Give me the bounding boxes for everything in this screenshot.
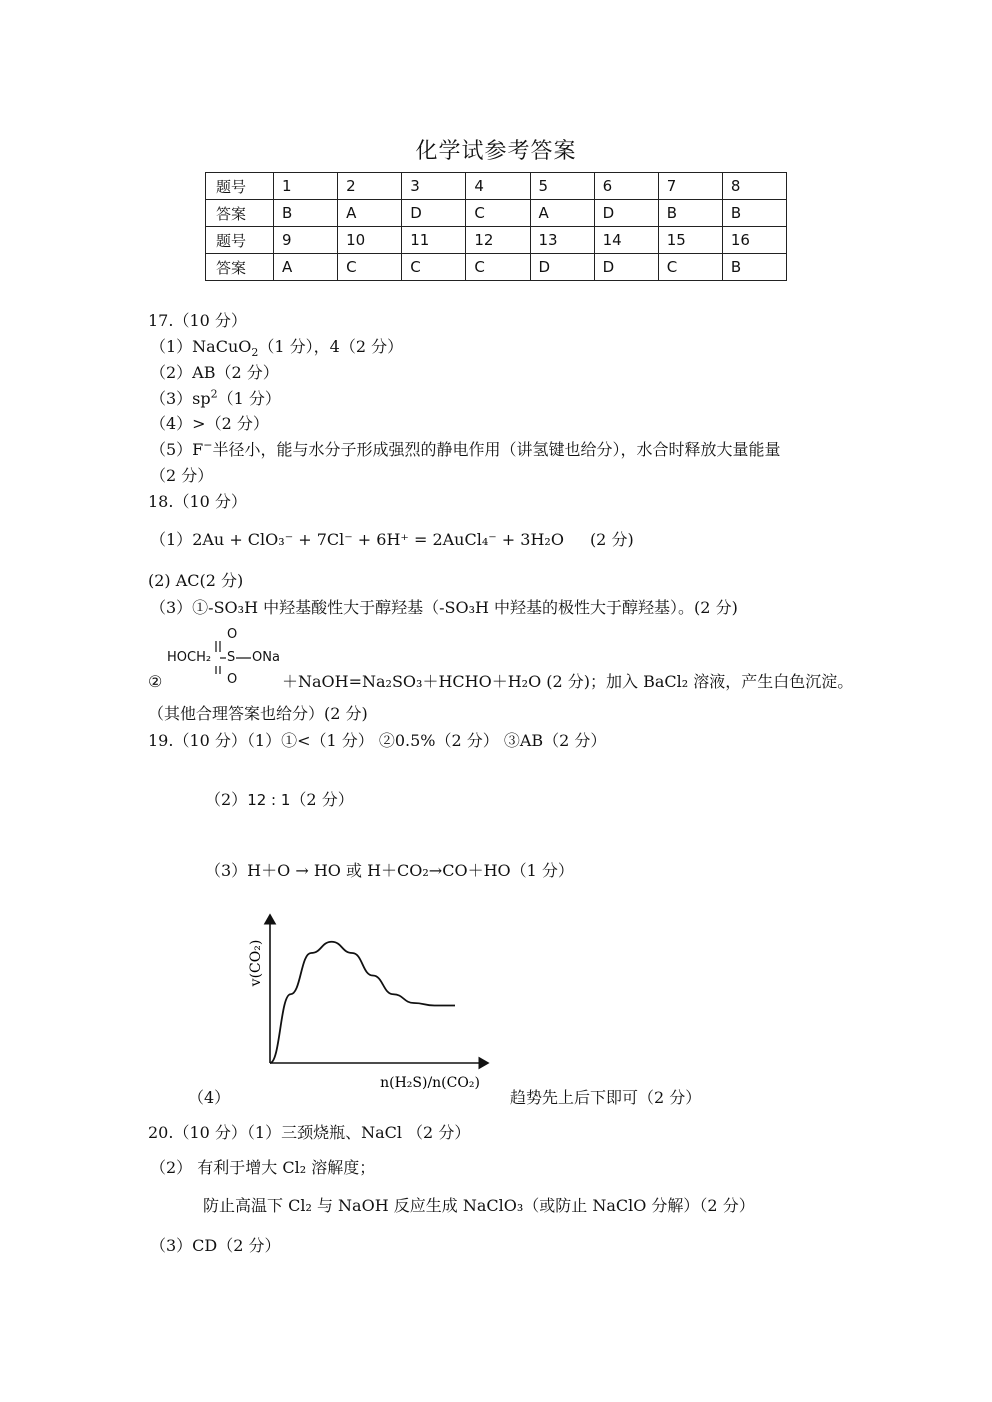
table-cell: 14 [594, 227, 658, 254]
q18-equation: 2Au + ClO₃⁻ + 7Cl⁻ + 6H⁺ = 2AuCl₄⁻ + 3H₂O [192, 530, 564, 549]
q19-line-2: （2）12 : 1（2 分） [205, 790, 354, 809]
q20-heading: 20.（10 分）（1）三颈烧瓶、NaCl （2 分） [148, 1123, 471, 1142]
q17-line-4: （4）>（2 分） [150, 414, 269, 433]
rate-chart [240, 905, 500, 1095]
table-cell: 6 [594, 173, 658, 200]
q17-line-2: （2）AB（2 分） [150, 363, 279, 382]
table-cell: B [658, 200, 722, 227]
answer-table-row [206, 227, 787, 254]
table-cell: 16 [722, 227, 786, 254]
q18-line-4: ＋NaOH=Na₂SO₃＋HCHO＋H₂O (2 分)；加入 BaCl₂ 溶液，产生白色沉淀。 [282, 672, 854, 691]
q17-line-5: （5）F−半径小，能与水分子形成强烈的静电作用（讲氢键也给分），水合时释放大量能量 [150, 438, 781, 459]
answer-table-row [206, 173, 787, 200]
y-axis-label: v(CO₂) [248, 939, 264, 987]
struct-o-top: O [227, 627, 238, 642]
table-cell: 15 [658, 227, 722, 254]
struct-o-bottom: O [227, 672, 238, 687]
table-cell: A [530, 200, 594, 227]
row-label: 答案 [206, 200, 274, 227]
q18-heading: 18.（10 分） [148, 492, 247, 511]
table-cell: B [274, 200, 338, 227]
table-cell: C [338, 254, 402, 281]
table-cell: 9 [274, 227, 338, 254]
table-cell: 7 [658, 173, 722, 200]
struct-left-group: HOCH₂ [167, 650, 212, 665]
q17-line-6: （2 分） [150, 466, 214, 485]
table-cell: 3 [402, 173, 466, 200]
q18-line-3: （3）①-SO₃H 中羟基酸性大于醇羟基（-SO₃H 中羟基的极性大于醇羟基）。(2 分) [150, 598, 738, 617]
table-cell: 2 [338, 173, 402, 200]
struct-right-group: ONa [252, 650, 280, 665]
q17-line-1: （1）NaCuO$_2$（1 分），4（2 分） [150, 337, 404, 360]
table-cell: D [530, 254, 594, 281]
table-cell: 5 [530, 173, 594, 200]
answer-table [205, 172, 787, 281]
table-cell: 12 [466, 227, 530, 254]
answer-table-row [206, 254, 787, 281]
table-cell: D [402, 200, 466, 227]
table-cell: C [466, 254, 530, 281]
table-cell: D [594, 200, 658, 227]
row-label: 答案 [206, 254, 274, 281]
page-title: 化学试参考答案 [415, 139, 577, 164]
series-line [270, 942, 455, 1063]
struct-bonds [160, 625, 260, 695]
table-cell: 10 [338, 227, 402, 254]
q18-line-5: （其他合理答案也给分）(2 分) [148, 704, 368, 723]
table-cell: 1 [274, 173, 338, 200]
table-cell: 11 [402, 227, 466, 254]
table-cell: 8 [722, 173, 786, 200]
table-cell: C [402, 254, 466, 281]
table-cell: A [338, 200, 402, 227]
table-cell: C [466, 200, 530, 227]
q19-line-4: （4） [188, 1088, 231, 1107]
q18-line-2: (2) AC(2 分) [148, 571, 244, 590]
table-cell: D [594, 254, 658, 281]
table-cell: C [658, 254, 722, 281]
q20-line-3: 防止高温下 Cl₂ 与 NaOH 反应生成 NaClO₃（或防止 NaClO 分解）（2 分） [203, 1196, 755, 1215]
table-cell: 4 [466, 173, 530, 200]
row-label: 题号 [206, 227, 274, 254]
q19-heading: 19.（10 分）（1）①<（1 分） ②0.5%（2 分） ③AB（2 分） [148, 731, 607, 750]
q19-note: 趋势先上后下即可（2 分） [510, 1088, 702, 1107]
q17-heading: 17.（10 分） [148, 311, 247, 330]
circled-2: ② [148, 672, 163, 691]
table-cell: B [722, 254, 786, 281]
q18-equation-line: （1）2Au + ClO₃⁻ + 7Cl⁻ + 6H⁺ = 2AuCl₄⁻ + 3H₂O (2 分) [150, 530, 634, 549]
table-cell: A [274, 254, 338, 281]
q20-line-4: （3）CD（2 分） [150, 1236, 281, 1255]
q19-line-3: （3）H＋O → HO 或 H＋CO₂→CO＋HO（1 分） [205, 861, 574, 880]
q17-line-3: $(3)sp^2(1$ 分） [150, 387, 281, 408]
q20-line-2: （2） 有利于增大 Cl₂ 溶解度； [150, 1158, 376, 1177]
table-cell: 13 [530, 227, 594, 254]
row-label: 题号 [206, 173, 274, 200]
struct-sulfur: S [227, 650, 236, 665]
answer-table-row [206, 200, 787, 227]
table-cell: B [722, 200, 786, 227]
x-axis-label: n(H₂S)/n(CO₂) [380, 1075, 480, 1091]
